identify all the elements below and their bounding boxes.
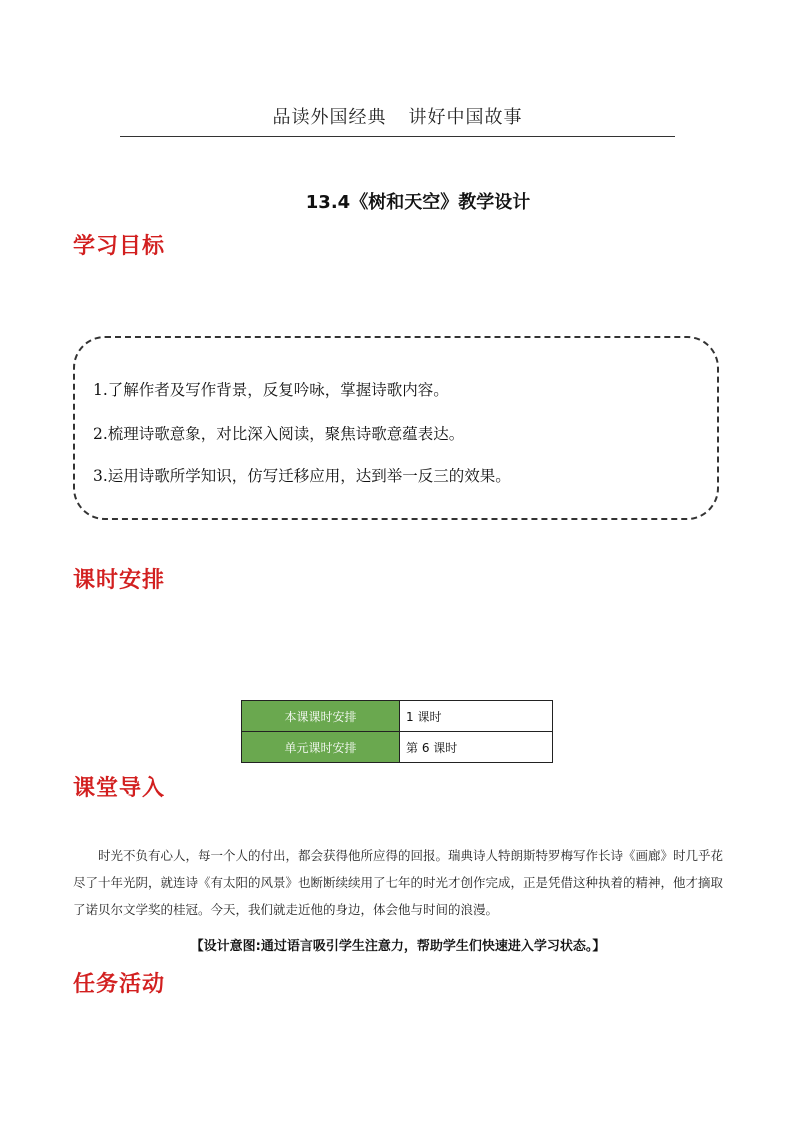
design-intent-note: 【设计意图:通过语言吸引学生注意力，帮助学生们快速进入学习状态。】 <box>190 939 606 954</box>
header-title <box>120 103 675 129</box>
header-title-right: 讲好中国故事 <box>408 107 523 128</box>
table-row <box>242 732 553 763</box>
header-title-left: 品读外国经典 <box>272 107 387 128</box>
schedule-key-cell: 本课课时安排 <box>242 701 400 732</box>
section-heading-schedule: 课时安排 <box>73 568 166 593</box>
document-title: 13.4《树和天空》教学设计 <box>305 192 531 213</box>
objective-item: 2.梳理诗歌意象，对比深入阅读，聚焦诗歌意蕴表达。 <box>93 425 465 443</box>
section-heading-intro: 课堂导入 <box>73 776 166 801</box>
schedule-key-cell: 单元课时安排 <box>242 732 400 763</box>
objective-item: 1.了解作者及写作背景，反复吟咏，掌握诗歌内容。 <box>93 381 449 399</box>
objective-item: 3.运用诗歌所学知识，仿写迁移应用，达到举一反三的效果。 <box>93 467 511 485</box>
section-heading-activities: 任务活动 <box>73 972 166 997</box>
section-heading-objectives: 学习目标 <box>73 234 166 259</box>
objectives-box <box>73 336 719 520</box>
table-row <box>242 701 553 732</box>
intro-paragraph: 时光不负有心人，每一个人的付出，都会获得他所应得的回报。瑞典诗人特朗斯特罗梅写作长诗《画廊》时几乎花尽了十年光阴，就连诗《有太阳的风景》也断断续续用了七年的时光才创作完成，正是凭借这种执着的精神，他才摘取了诺贝尔文学奖的桂冠。今天，我们就走近他的身边，体会他与时间的浪漫。 <box>73 848 724 917</box>
schedule-table <box>241 700 553 763</box>
schedule-value-cell: 1 课时 <box>400 701 553 732</box>
schedule-value-cell: 第 6 课时 <box>400 732 553 763</box>
header-divider <box>120 136 675 137</box>
